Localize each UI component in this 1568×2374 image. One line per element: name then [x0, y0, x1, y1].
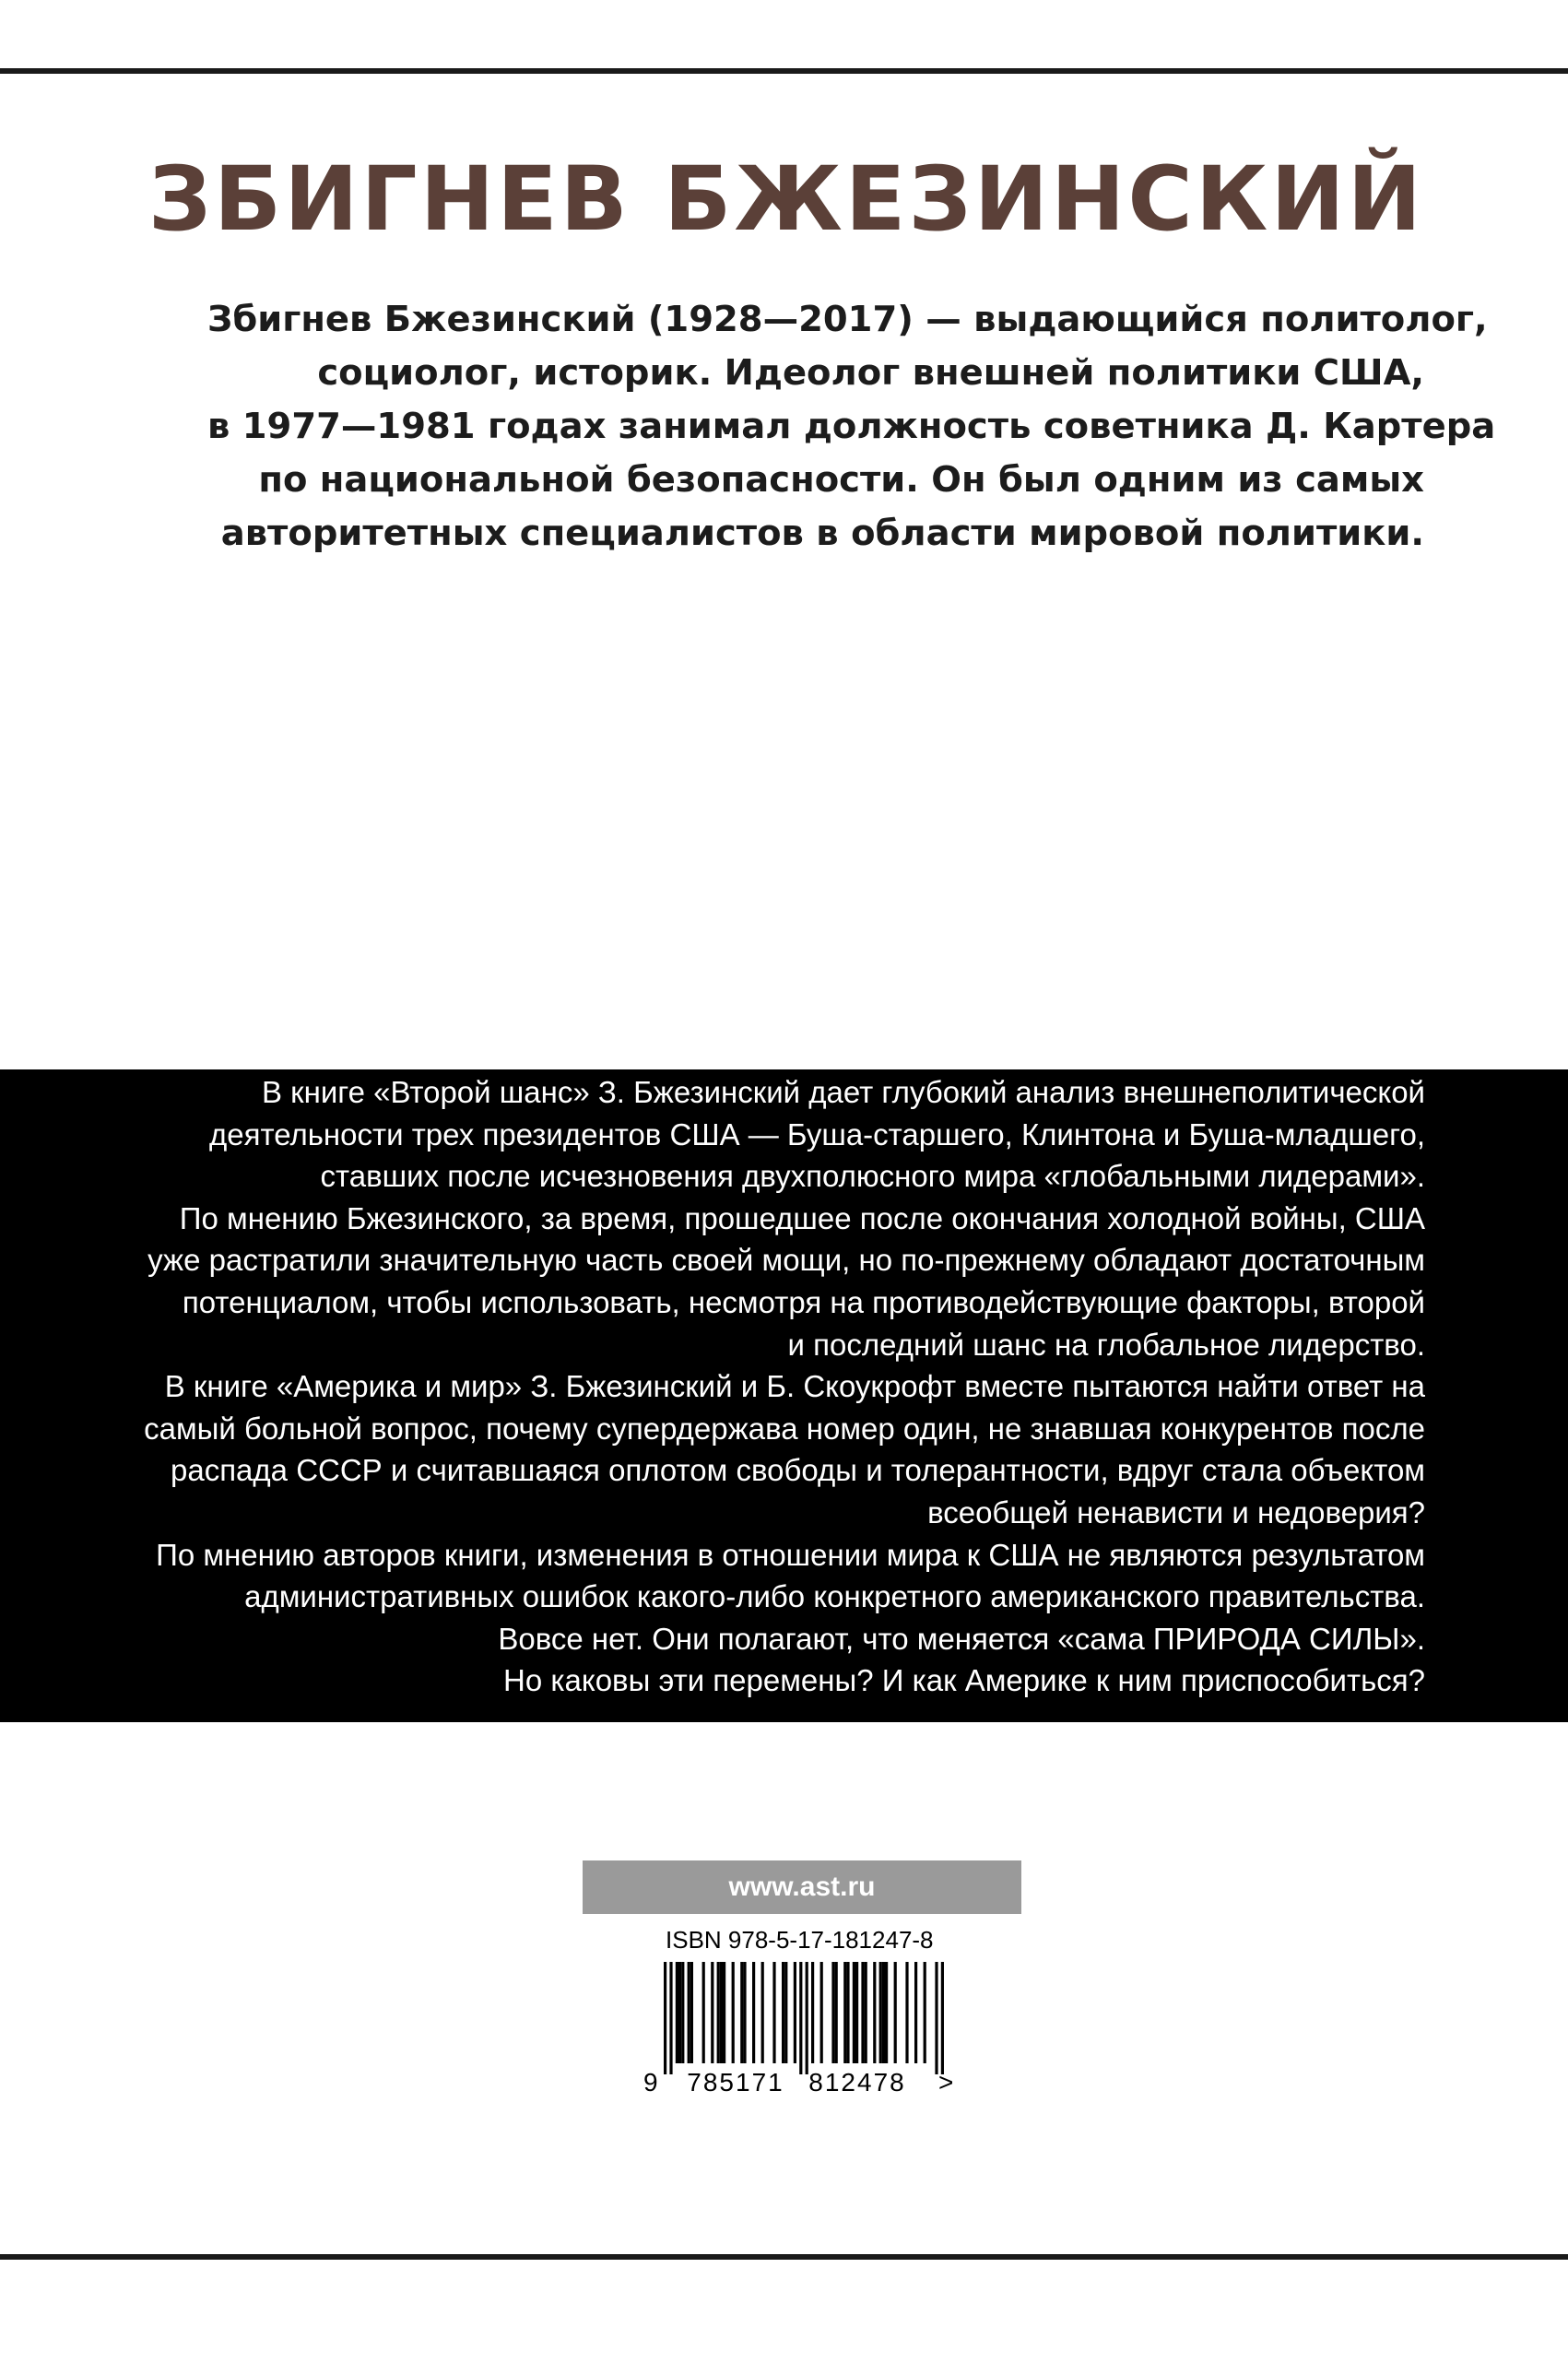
blurb-line: По мнению авторов книги, изменения в отношении мира к США не являются результатом	[156, 1537, 1425, 1572]
barcode-bar	[831, 1962, 834, 2063]
barcode-bar	[678, 1962, 681, 2063]
blurb-line: и последний шанс на глобальное лидерство.	[787, 1327, 1425, 1362]
barcode-bar	[882, 1962, 885, 2063]
barcode-bar	[879, 1962, 882, 2063]
isbn-label: ISBN 978-5-17-181247-8	[666, 1926, 934, 1954]
blurb-text	[0, 1071, 1425, 1702]
barcode-quiet-mark: >	[938, 2068, 954, 2096]
author-name: ЗБИГНЕВ БЖЕЗИНСКИЙ	[147, 148, 1424, 251]
author-bio-line: социолог, историк. Идеолог внешней политики США,	[317, 352, 1424, 394]
author-bio-line: в 1977—1981 годах занимал должность советника Д. Картера	[207, 406, 1496, 447]
barcode-bar	[799, 1962, 802, 2074]
barcode-bar	[761, 1962, 764, 2063]
barcode-bar	[717, 1962, 720, 2063]
barcode-bar	[690, 1962, 693, 2063]
blurb-line: потенциалом, чтобы использовать, несмотря на противодействующие факторы, второй	[182, 1284, 1425, 1319]
isbn-barcode	[640, 1925, 972, 2100]
barcode-bar	[820, 1962, 823, 2063]
author-bio-line: по национальной безопасности. Он был одним из самых	[258, 459, 1424, 501]
barcode-bar	[732, 1962, 735, 2063]
blurb-line: уже растратили значительную часть своей мощи, но по-прежнему обладают достаточным	[147, 1243, 1425, 1278]
barcode-bar	[711, 1962, 713, 2063]
blurb-line: Но каковы эти перемены? И как Америке к ним приспособиться?	[503, 1663, 1425, 1698]
barcode-bar	[782, 1962, 784, 2063]
blurb-line: В книге «Второй шанс» З. Бжезинский дает глубокий анализ внешнеполитической	[261, 1075, 1425, 1109]
barcode-bar	[664, 1962, 666, 2074]
barcode-bar	[914, 1962, 917, 2063]
barcode-bar	[740, 1962, 743, 2063]
blurb-line: деятельности трех президентов США — Буша-старшего, Клинтона и Буша-младшего,	[208, 1116, 1425, 1152]
barcode-bar	[669, 1962, 672, 2074]
barcode-bar	[894, 1962, 897, 2063]
blurb-line: Вовсе нет. Они полагают, что меняется «сама ПРИРОДА СИЛЫ».	[498, 1621, 1425, 1656]
barcode-bar	[811, 1962, 814, 2063]
barcode-bar	[676, 1962, 678, 2063]
barcode-bar	[723, 1962, 725, 2063]
barcode-bar	[702, 1962, 705, 2063]
author-bio-line: авторитетных специалистов в области мировой политики.	[220, 513, 1424, 554]
barcode-bar	[885, 1962, 888, 2063]
publisher-website: www.ast.ru	[583, 1860, 1021, 1914]
bottom-rule	[0, 2254, 1568, 2260]
barcode-bar	[806, 1962, 808, 2074]
barcode-bar	[794, 1962, 796, 2063]
barcode-bar	[743, 1962, 746, 2063]
barcode-bar	[843, 1962, 846, 2063]
barcode-left-digits: 785171	[687, 2068, 784, 2096]
barcode-bar	[853, 1962, 855, 2063]
barcode-bar	[681, 1962, 684, 2063]
blurb-line: самый больной вопрос, почему супердержава номер один, не знавшая конкурентов после	[144, 1411, 1425, 1446]
barcode-bar	[688, 1962, 690, 2063]
barcode-bar	[772, 1962, 775, 2063]
barcode-bar	[846, 1962, 849, 2063]
barcode-bar	[905, 1962, 908, 2063]
author-bio-line: Збигнев Бжезинский (1928—2017) — выдающийся политолог,	[207, 299, 1488, 340]
barcode-bar	[835, 1962, 838, 2063]
barcode-first-digit: 9	[643, 2068, 658, 2096]
blurb-line: распада СССР и считавшаяся оплотом свободы и толерантности, вдруг стала объектом	[170, 1453, 1425, 1488]
barcode-bar	[855, 1962, 858, 2063]
blurb-line: всеобщей ненависти и недоверия?	[927, 1494, 1425, 1530]
barcode-bar	[784, 1962, 787, 2063]
barcode-bar	[861, 1962, 864, 2063]
barcode-bar	[720, 1962, 723, 2063]
barcode-bar	[865, 1962, 867, 2063]
blurb-line: ставших после исчезновения двухполюсного мира «глобальными лидерами».	[320, 1159, 1425, 1194]
top-rule	[0, 68, 1568, 74]
barcode-right-digits: 812478	[808, 2068, 906, 2096]
barcode-bar	[752, 1962, 755, 2063]
barcode-bar	[935, 1962, 937, 2074]
blurb-line: административных ошибок какого-либо конкретного американского правительства.	[244, 1579, 1425, 1614]
barcode-bar	[924, 1962, 926, 2063]
barcode-graphic	[640, 1958, 972, 2096]
barcode-bars	[664, 1962, 944, 2074]
author-bio	[207, 293, 1496, 561]
barcode-bar	[873, 1962, 876, 2063]
blurb-line: В книге «Америка и мир» З. Бжезинский и Б. Скоукрофт вместе пытаются найти ответ на	[164, 1369, 1425, 1404]
barcode-bar	[941, 1962, 944, 2074]
blurb-line: По мнению Бжезинского, за время, прошедшее после окончания холодной войны, США	[179, 1200, 1425, 1235]
